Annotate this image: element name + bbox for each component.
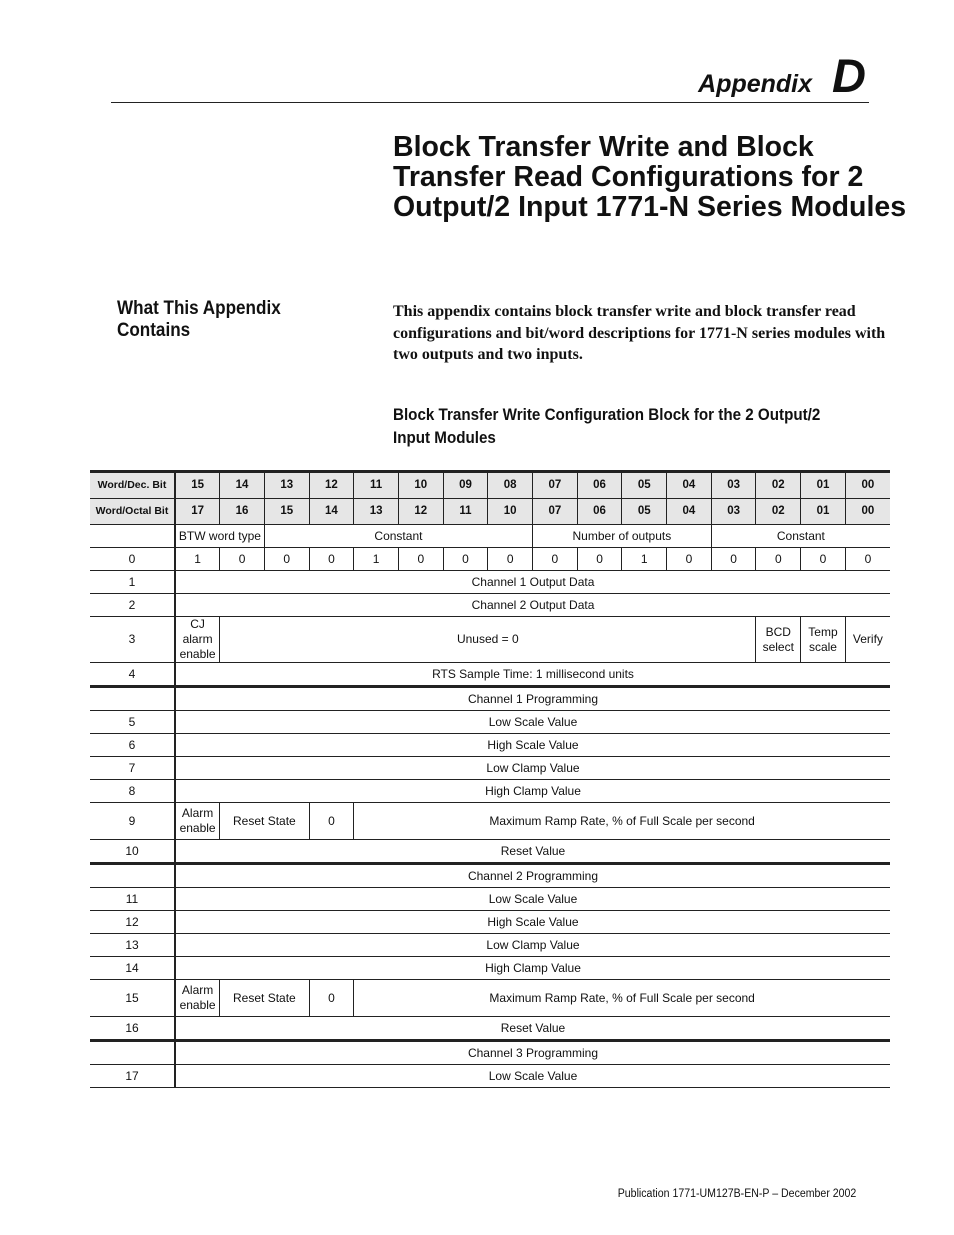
table-row — [90, 571, 890, 594]
bit-value: 0 — [220, 548, 265, 571]
word-number: 6 — [90, 734, 175, 757]
bit-value: 0 — [443, 548, 488, 571]
table-row — [90, 548, 890, 571]
word-description: Reset Value — [175, 1017, 890, 1041]
constant-label: Constant — [264, 525, 532, 548]
table-row — [90, 803, 890, 840]
bit-value: 0 — [398, 548, 443, 571]
octal-bit: 11 — [443, 499, 488, 525]
section-heading-row — [90, 1041, 890, 1065]
bit-value: 0 — [801, 548, 846, 571]
max-ramp-rate-cell: Maximum Ramp Rate, % of Full Scale per second — [354, 803, 890, 840]
word-description: Reset Value — [175, 840, 890, 864]
bit-value: 0 — [667, 548, 712, 571]
unused-cell: Unused = 0 — [220, 617, 756, 663]
page-title: Block Transfer Write and Block Transfer Read Configurations for 2 Output/2 Input 1771-N Series Modules — [393, 131, 907, 223]
octal-bit: 16 — [220, 499, 265, 525]
word-description: Channel 1 Output Data — [175, 571, 890, 594]
word-number: 2 — [90, 594, 175, 617]
word-number: 15 — [90, 980, 175, 1017]
octal-bit: 05 — [622, 499, 667, 525]
word-description: RTS Sample Time: 1 millisecond units — [175, 663, 890, 687]
word-description: Low Scale Value — [175, 888, 890, 911]
alarm-enable-cell: Alarm enable — [175, 980, 220, 1017]
octal-bit: 12 — [398, 499, 443, 525]
dec-bit: 01 — [801, 472, 846, 499]
zero-bit-cell: 0 — [309, 803, 354, 840]
octal-bit: 06 — [577, 499, 622, 525]
word-number: 13 — [90, 934, 175, 957]
verify-cell: Verify — [845, 617, 890, 663]
octal-bit-header-row — [90, 499, 890, 525]
dec-bit: 11 — [354, 472, 399, 499]
max-ramp-rate-cell: Maximum Ramp Rate, % of Full Scale per second — [354, 980, 890, 1017]
octal-bit: 14 — [309, 499, 354, 525]
bit-value: 0 — [309, 548, 354, 571]
octal-bit: 15 — [264, 499, 309, 525]
table-row — [90, 957, 890, 980]
bit-value: 0 — [533, 548, 578, 571]
table-row — [90, 780, 890, 803]
bcd-select-cell: BCD select — [756, 617, 801, 663]
word-number: 11 — [90, 888, 175, 911]
temp-scale-cell: Temp scale — [801, 617, 846, 663]
table-row — [90, 911, 890, 934]
side-heading: What This Appendix Contains — [117, 298, 281, 341]
word-number: 4 — [90, 663, 175, 687]
publication-footer: Publication 1771-UM127B-EN-P – December 2002 — [617, 1188, 856, 1200]
table-row — [90, 757, 890, 780]
word-description: Low Scale Value — [175, 1065, 890, 1088]
word-number — [90, 1041, 175, 1065]
table-row — [90, 663, 890, 687]
table-row — [90, 594, 890, 617]
dec-bit: 05 — [622, 472, 667, 499]
group-label-row — [90, 525, 890, 548]
octal-bit: 17 — [175, 499, 220, 525]
dec-bit: 06 — [577, 472, 622, 499]
number-of-outputs-label: Number of outputs — [533, 525, 712, 548]
word-description: Low Scale Value — [175, 711, 890, 734]
dec-bit: 07 — [533, 472, 578, 499]
dec-bit: 09 — [443, 472, 488, 499]
word-number: 12 — [90, 911, 175, 934]
channel-2-programming-heading: Channel 2 Programming — [175, 864, 890, 888]
word-description: High Scale Value — [175, 911, 890, 934]
alarm-enable-cell: Alarm enable — [175, 803, 220, 840]
constant-label: Constant — [711, 525, 890, 548]
word-number: 1 — [90, 571, 175, 594]
appendix-label — [698, 49, 866, 102]
word-number: 3 — [90, 617, 175, 663]
btw-config-table — [90, 470, 890, 1088]
word-number — [90, 525, 175, 548]
octal-bit: 00 — [845, 499, 890, 525]
btw-word-type-label: BTW word type — [175, 525, 264, 548]
dec-bit: 14 — [220, 472, 265, 499]
octal-bit: 13 — [354, 499, 399, 525]
table-row — [90, 734, 890, 757]
dec-bit: 13 — [264, 472, 309, 499]
table-row — [90, 711, 890, 734]
word-number: 9 — [90, 803, 175, 840]
dec-bit: 00 — [845, 472, 890, 499]
appendix-word: Appendix — [698, 70, 813, 98]
word-number: 8 — [90, 780, 175, 803]
octal-bit: 10 — [488, 499, 533, 525]
intro-paragraph: This appendix contains block transfer write and block transfer read configurations and bit/word descriptions for 1771-N series modules with two outputs and two inputs. — [393, 303, 886, 363]
word-description: High Clamp Value — [175, 780, 890, 803]
reset-state-cell: Reset State — [220, 803, 309, 840]
section-heading-row — [90, 864, 890, 888]
word-number: 7 — [90, 757, 175, 780]
channel-1-programming-heading: Channel 1 Programming — [175, 687, 890, 711]
dec-bit: 12 — [309, 472, 354, 499]
octal-bit: 04 — [667, 499, 712, 525]
table-row — [90, 888, 890, 911]
dec-bit: 04 — [667, 472, 712, 499]
word-description: High Scale Value — [175, 734, 890, 757]
octal-bit: 01 — [801, 499, 846, 525]
word-number: 5 — [90, 711, 175, 734]
bit-value: 0 — [756, 548, 801, 571]
bit-value: 1 — [622, 548, 667, 571]
table-row — [90, 980, 890, 1017]
dec-bit: 10 — [398, 472, 443, 499]
bit-value: 0 — [577, 548, 622, 571]
dec-bit-label: Word/Dec. Bit — [90, 472, 175, 499]
octal-bit-label: Word/Octal Bit — [90, 499, 175, 525]
cj-alarm-enable-cell: CJ alarm enable — [175, 617, 220, 663]
bit-value: 0 — [488, 548, 533, 571]
word-description: Channel 2 Output Data — [175, 594, 890, 617]
bit-value: 0 — [711, 548, 756, 571]
table-row — [90, 617, 890, 663]
header-rule — [111, 102, 869, 103]
dec-bit: 15 — [175, 472, 220, 499]
word-number: 0 — [90, 548, 175, 571]
word-description: High Clamp Value — [175, 957, 890, 980]
octal-bit: 07 — [533, 499, 578, 525]
table-row — [90, 1017, 890, 1041]
table-heading: Block Transfer Write Configuration Block for the 2 Output/2 Input Modules — [393, 406, 821, 447]
table-row — [90, 1065, 890, 1088]
channel-3-programming-heading: Channel 3 Programming — [175, 1041, 890, 1065]
appendix-letter: D — [832, 49, 866, 102]
bit-value: 1 — [354, 548, 399, 571]
dec-bit: 02 — [756, 472, 801, 499]
word-number: 17 — [90, 1065, 175, 1088]
table-row — [90, 934, 890, 957]
dec-bit: 08 — [488, 472, 533, 499]
section-heading-row — [90, 687, 890, 711]
bit-value: 0 — [264, 548, 309, 571]
dec-bit-header-row — [90, 472, 890, 499]
octal-bit: 02 — [756, 499, 801, 525]
word-number: 14 — [90, 957, 175, 980]
octal-bit: 03 — [711, 499, 756, 525]
word-number: 10 — [90, 840, 175, 864]
table-row — [90, 840, 890, 864]
word-description: Low Clamp Value — [175, 757, 890, 780]
word-number — [90, 687, 175, 711]
bit-value: 1 — [175, 548, 220, 571]
word-number: 16 — [90, 1017, 175, 1041]
reset-state-cell: Reset State — [220, 980, 309, 1017]
bit-value: 0 — [845, 548, 890, 571]
word-number — [90, 864, 175, 888]
zero-bit-cell: 0 — [309, 980, 354, 1017]
word-description: Low Clamp Value — [175, 934, 890, 957]
dec-bit: 03 — [711, 472, 756, 499]
